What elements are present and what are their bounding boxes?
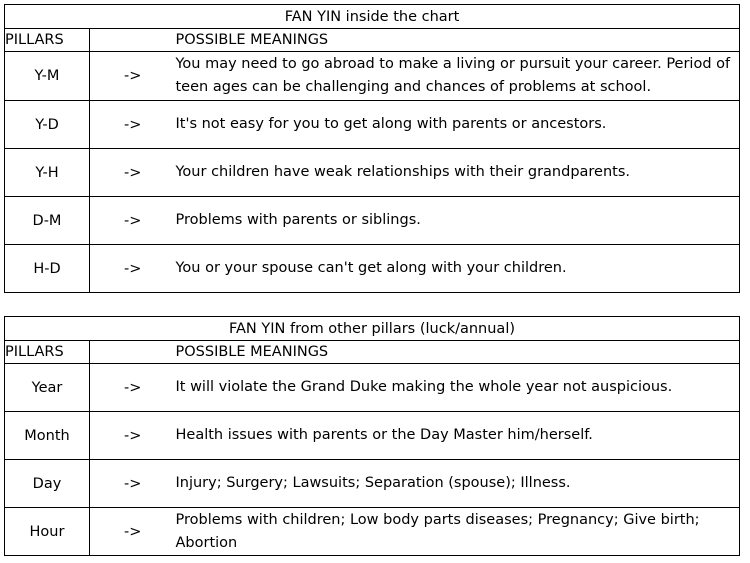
pillar-cell: Year <box>5 364 90 412</box>
meaning-cell: Problems with children; Low body parts diseases; Pregnancy; Give birth; Abortion <box>176 508 740 556</box>
arrow-cell: -> <box>90 460 176 508</box>
table-row <box>5 197 740 245</box>
arrow-cell: -> <box>90 245 176 293</box>
table-row <box>5 149 740 197</box>
column-header-pillars: PILLARS <box>5 341 90 364</box>
table-row <box>5 101 740 149</box>
pillar-cell: Month <box>5 412 90 460</box>
meaning-cell: You may need to go abroad to make a living or pursuit your career. Period of teen ages can be challenging and chances of problems at school. <box>176 52 740 101</box>
pillar-cell: Y-D <box>5 101 90 149</box>
meaning-cell: Injury; Surgery; Lawsuits; Separation (spouse); Illness. <box>176 460 740 508</box>
pillar-cell: Day <box>5 460 90 508</box>
arrow-cell: -> <box>90 101 176 149</box>
arrow-cell: -> <box>90 52 176 101</box>
column-header-meanings: POSSIBLE MEANINGS <box>176 341 740 364</box>
arrow-cell: -> <box>90 508 176 556</box>
table-title: FAN YIN from other pillars (luck/annual) <box>5 317 740 341</box>
arrow-cell: -> <box>90 197 176 245</box>
arrow-cell: -> <box>90 364 176 412</box>
meaning-cell: It's not easy for you to get along with parents or ancestors. <box>176 101 740 149</box>
column-header-pillars: PILLARS <box>5 29 90 52</box>
table-row <box>5 245 740 293</box>
pillar-cell: H-D <box>5 245 90 293</box>
meaning-cell: It will violate the Grand Duke making the whole year not auspicious. <box>176 364 740 412</box>
fan-yin-inside-chart-table <box>4 4 740 293</box>
meaning-cell: Problems with parents or siblings. <box>176 197 740 245</box>
table-row <box>5 52 740 101</box>
table-row <box>5 460 740 508</box>
meaning-cell: You or your spouse can't get along with your children. <box>176 245 740 293</box>
column-header-arrow <box>90 29 176 52</box>
fan-yin-other-pillars-table <box>4 316 740 556</box>
table-row <box>5 364 740 412</box>
arrow-cell: -> <box>90 412 176 460</box>
pillar-cell: Y-M <box>5 52 90 101</box>
arrow-cell: -> <box>90 149 176 197</box>
table-row <box>5 508 740 556</box>
meaning-cell: Your children have weak relationships with their grandparents. <box>176 149 740 197</box>
table-title: FAN YIN inside the chart <box>5 5 740 29</box>
pillar-cell: D-M <box>5 197 90 245</box>
column-header-arrow <box>90 341 176 364</box>
meaning-cell: Health issues with parents or the Day Master him/herself. <box>176 412 740 460</box>
pillar-cell: Hour <box>5 508 90 556</box>
column-header-meanings: POSSIBLE MEANINGS <box>176 29 740 52</box>
pillar-cell: Y-H <box>5 149 90 197</box>
table-row <box>5 412 740 460</box>
